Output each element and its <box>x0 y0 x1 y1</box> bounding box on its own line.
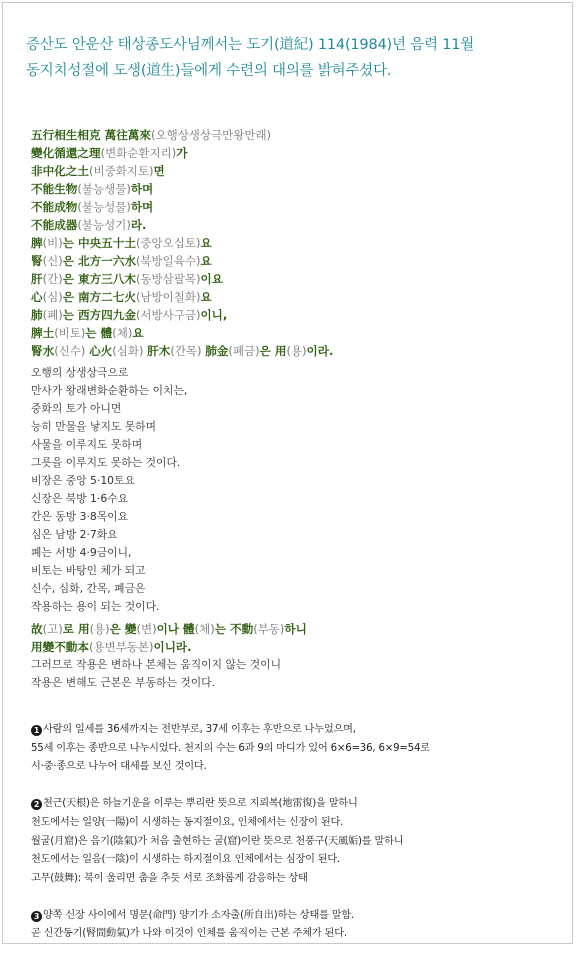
footnote-line <box>31 758 551 777</box>
hanja-text: 肝木 <box>147 344 171 358</box>
reading-text: (변) <box>136 622 157 636</box>
hanja-text: 不能成物 <box>31 200 78 214</box>
principle-line <box>31 252 333 270</box>
principle-line <box>31 216 333 234</box>
hanja-text: 肺金 <box>205 344 229 358</box>
intro-line-1: 증산도 안운산 태상종도사님께서는 도기(道紀) 114(1984)년 음력 11월 <box>26 37 475 53</box>
reading-text: (서방사구금) <box>135 308 201 322</box>
hanja-text: 用變不動本 <box>31 640 89 654</box>
footnote-text: 사람의 일세를 36세까지는 전반부로, 37세 이후는 후반으로 나누었으며, <box>43 724 356 735</box>
reading-text: (중앙오십토) <box>135 236 201 250</box>
reading-text: (체) <box>194 622 215 636</box>
principle-line <box>31 324 333 342</box>
reading-text: (비중화지토) <box>88 164 154 178</box>
explanation-line: 만사가 왕래변화순환하는 이치는, <box>31 384 188 397</box>
principle-line <box>31 306 333 324</box>
reading-text: (불능성물) <box>77 200 131 214</box>
hanja-text: 非中化之土 <box>31 164 89 178</box>
footnote <box>31 795 551 889</box>
hanja-text: 體 <box>100 326 113 340</box>
conclusion-line <box>31 638 307 656</box>
hanja-text: 요 <box>200 236 212 250</box>
hanja-text: 五行相生相克 萬往萬來 <box>31 128 151 142</box>
hanja-text: 南方二七火 <box>77 290 136 304</box>
hanja-text: 腎 <box>31 254 43 268</box>
hanja-text: 가 <box>176 146 188 160</box>
footnote-text: 고무(鼓舞): 북이 울리면 춤을 추듯 서로 조화롭게 감응하는 상태 <box>31 872 308 884</box>
hanja-text: 은 <box>62 272 78 286</box>
hanja-text: 라. <box>130 218 147 232</box>
explanation-line: 오행의 상생상극으로 <box>31 366 129 379</box>
footnote-line <box>31 814 551 833</box>
hanja-text: 不能成器 <box>31 218 78 232</box>
reading-text: (용) <box>89 622 110 636</box>
reading-text: (폐) <box>42 308 63 322</box>
footnote-text: 곧 신간동기(腎間動氣)가 나와 이것이 인체를 움직이는 근본 주체가 된다. <box>31 928 347 940</box>
hanja-text: 東方三八木 <box>77 272 136 286</box>
hanja-text: 西方四九金 <box>77 308 136 322</box>
explanation-line: 신수, 심화, 간목, 폐금은 <box>31 582 146 595</box>
hanja-text: 은 <box>259 344 275 358</box>
footnote-line <box>31 870 551 889</box>
principle-line <box>31 180 333 198</box>
principles-block <box>31 126 333 360</box>
explanation-line: 심은 남방 2·7화요 <box>31 528 118 541</box>
hanja-text: 이요 <box>200 272 223 286</box>
reading-text: (동방삼팔목) <box>135 272 201 286</box>
principle-line <box>31 342 333 360</box>
hanja-text: 하니 <box>284 622 307 636</box>
reading-text: (불능성기) <box>77 218 131 232</box>
conclusion-line <box>31 620 307 638</box>
footnote-line <box>31 925 551 944</box>
hanja-text: 脾 <box>31 236 43 250</box>
principle-line <box>31 144 333 162</box>
reading-text: (비토) <box>54 326 86 340</box>
reading-text: (신수) <box>54 344 90 358</box>
hanja-text: 心火 <box>89 344 113 358</box>
explanation-line: 비토는 바탕인 체가 되고 <box>31 564 146 577</box>
hanja-text: 은 <box>62 254 78 268</box>
hanja-text: 은 <box>109 622 125 636</box>
conclusion-plain-block <box>31 656 281 692</box>
reading-text: (남방이칠화) <box>135 290 201 304</box>
footnote-text: 천도에서는 일음(一陰)이 시생하는 하지절이요 인체에서는 심장이 된다. <box>31 854 341 866</box>
hanja-text: 用 <box>274 344 287 358</box>
explanation-line: 중화의 토가 아니면 <box>31 402 122 415</box>
hanja-text: 는 <box>85 326 101 340</box>
principle-line <box>31 126 333 144</box>
hanja-text: 하며 <box>130 182 154 196</box>
reading-text: (간목) <box>170 344 206 358</box>
footnote-line <box>31 851 551 870</box>
footnote-text: 55세 이후는 종반으로 나누시었다. 천지의 수는 6과 9의 마디가 있어 6×6=36, 6×9=54로 <box>31 742 430 754</box>
hanja-text: 體 <box>183 622 195 636</box>
hanja-text: 요 <box>200 290 212 304</box>
reading-text: (북방일육수) <box>135 254 201 268</box>
hanja-text: 心 <box>31 290 43 304</box>
reading-text: (심화) <box>112 344 148 358</box>
hanja-text: 不能生物 <box>31 182 78 196</box>
principle-line <box>31 234 333 252</box>
conclusion-plain-line: 작용은 변해도 근본은 부동하는 것이다. <box>31 676 216 689</box>
principle-line <box>31 162 333 180</box>
intro-line-2: 동지치성절에 도생(道生)들에게 수련의 대의를 밝혀주셨다. <box>26 63 392 79</box>
hanja-text: 는 <box>62 308 78 322</box>
footnote-number-badge: 1 <box>31 725 42 736</box>
hanja-text: 北方一六水 <box>77 254 136 268</box>
footnote-line <box>31 721 551 740</box>
hanja-text: 는 <box>214 622 230 636</box>
footnote-text: 천도에서는 일양(一陽)이 시생하는 동지절이요, 인체에서는 신장이 된다. <box>31 816 344 828</box>
explanation-line: 작용하는 용이 되는 것이다. <box>31 600 160 613</box>
reading-text: (간) <box>42 272 63 286</box>
hanja-text: 腎水 <box>31 344 55 358</box>
hanja-text: 이라. <box>306 344 334 358</box>
reading-text: (고) <box>42 622 63 636</box>
explanation-line: 신장은 북방 1·6수요 <box>31 492 129 505</box>
footnote-number-badge: 2 <box>31 799 42 810</box>
hanja-text: 脾土 <box>31 326 55 340</box>
reading-text: (오행상생상극만왕만래) <box>150 128 272 142</box>
hanja-text: 故 <box>31 622 43 636</box>
footnote-text: 천근(天根)은 하늘기운을 이루는 뿌리란 뜻으로 지뢰복(地雷復)을 말하니 <box>43 798 358 810</box>
hanja-text: 은 <box>62 290 78 304</box>
explanation-line: 폐는 서방 4·9금이니, <box>31 546 132 559</box>
reading-text: (심) <box>42 290 63 304</box>
explanation-line: 비장은 중앙 5·10토요 <box>31 474 135 487</box>
conclusion-plain-line: 그러므로 작용은 변하나 본체는 움직이지 않는 것이니 <box>31 658 282 671</box>
hanja-text: 이나 <box>156 622 184 636</box>
principle-line <box>31 288 333 306</box>
reading-text: (부동) <box>253 622 285 636</box>
hanja-text: 면 <box>153 164 165 178</box>
reading-text: (비) <box>42 236 63 250</box>
principle-line <box>31 198 333 216</box>
hanja-text: 變 <box>124 622 137 636</box>
reading-text: (폐금) <box>228 344 260 358</box>
explanation-block <box>31 364 187 616</box>
hanja-text: 요 <box>200 254 212 268</box>
hanja-text: 肺 <box>31 308 43 322</box>
footnote-text: 시·중·종으로 나누어 대세를 보신 것이다. <box>31 761 207 773</box>
principle-line <box>31 270 333 288</box>
footnote <box>31 907 551 944</box>
reading-text: (불능생물) <box>77 182 131 196</box>
intro-header <box>26 32 566 84</box>
reading-text: (변화순환지리) <box>100 146 177 160</box>
footnote-line <box>31 740 551 759</box>
footnote <box>31 721 551 777</box>
reading-text: (신) <box>42 254 63 268</box>
reading-text: (체) <box>112 326 133 340</box>
reading-text: (용) <box>286 344 307 358</box>
hanja-text: 이니, <box>200 308 228 322</box>
explanation-line: 능히 만물을 낳지도 못하며 <box>31 420 157 433</box>
hanja-text: 肝 <box>31 272 43 286</box>
footnote-line <box>31 907 551 926</box>
hanja-text: 用 <box>77 622 90 636</box>
explanation-line: 그릇을 이루지도 못하는 것이다. <box>31 456 181 469</box>
hanja-text: 中央五十土 <box>77 236 136 250</box>
footnote-text: 양쪽 신장 사이에서 명문(命門) 양기가 소자출(所自出)하는 상태를 말함. <box>43 909 355 921</box>
hanja-text: 이니라. <box>153 640 192 654</box>
footnote-number-badge: 3 <box>31 911 42 922</box>
footnote-text: 월굴(月窟)은 음기(陰氣)가 처음 출현하는 굴(窟)이란 뜻으로 천풍구(天風姤)를 말하니 <box>31 835 404 847</box>
reading-text: (용변부동본) <box>88 640 154 654</box>
explanation-line: 간은 동방 3·8목이요 <box>31 510 129 523</box>
footnotes-block <box>31 721 551 962</box>
hanja-text: 로 <box>62 622 78 636</box>
hanja-text: 요 <box>132 326 144 340</box>
footnote-line <box>31 795 551 814</box>
hanja-text: 는 <box>62 236 78 250</box>
hanja-text: 變化循還之理 <box>31 146 101 160</box>
explanation-line: 사물을 이루지도 못하며 <box>31 438 143 451</box>
hanja-text: 하며 <box>130 200 154 214</box>
footnote-line <box>31 833 551 852</box>
hanja-text: 不動 <box>230 622 254 636</box>
conclusion-bold-block <box>31 620 307 656</box>
